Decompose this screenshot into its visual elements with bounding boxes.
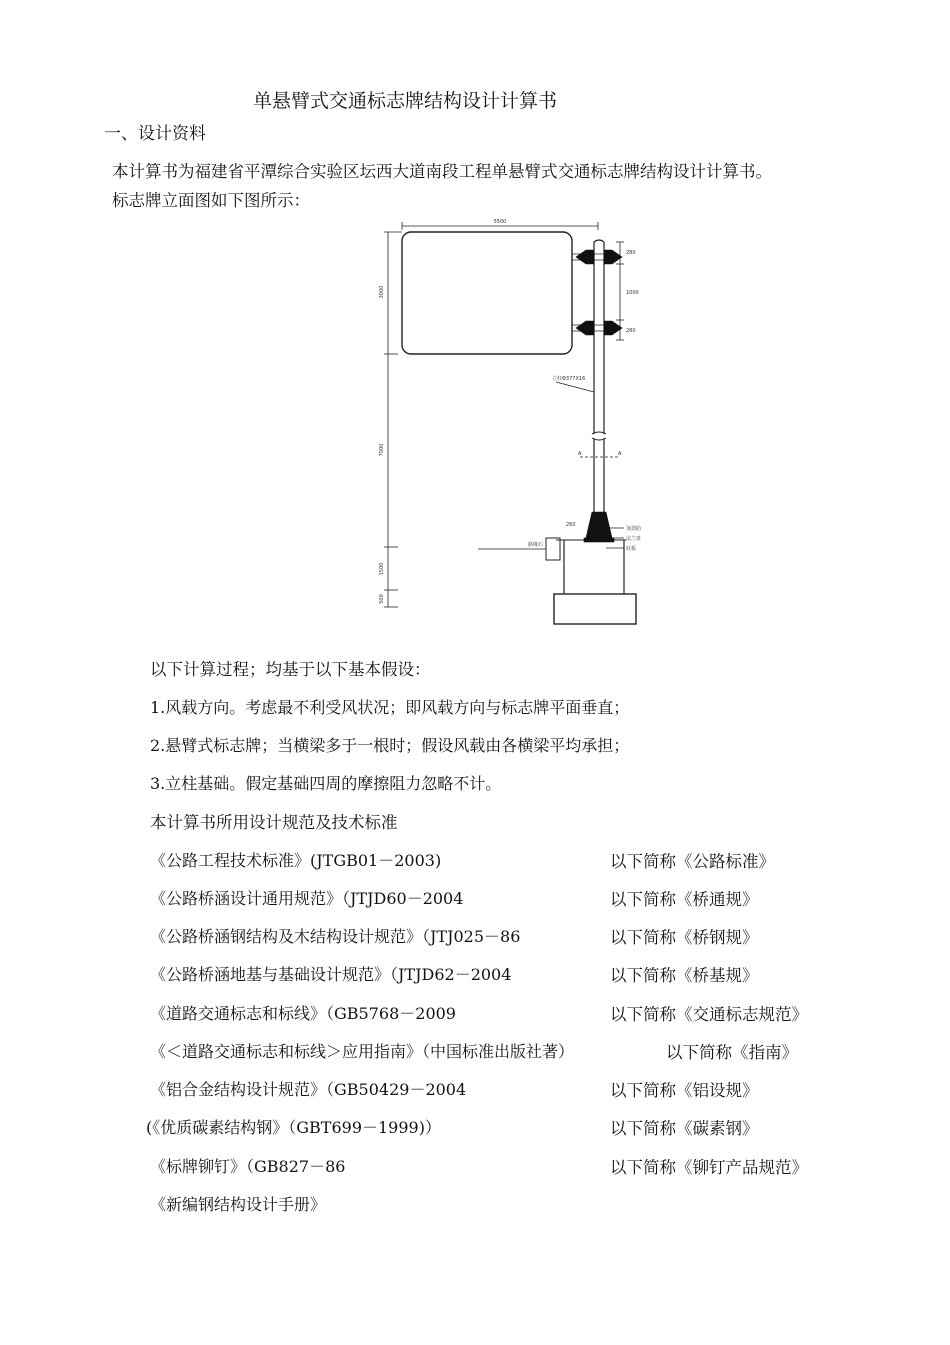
assumption-3: 3.立柱基础。假定基础四周的摩擦阻力忽略不计。 xyxy=(150,774,502,793)
lower-right-flange xyxy=(604,321,622,335)
label-stiffener: 加劲肋 xyxy=(626,526,642,532)
standard-name: 《道路交通标志和标线》（GB5768－2009 xyxy=(150,1004,456,1023)
label-base-plate: 底板 xyxy=(626,546,637,552)
footing-mark: 260 xyxy=(566,522,576,528)
document-title: 单悬臂式交通标志牌结构设计计算书 xyxy=(253,90,558,112)
standard-abbr: 以下简称《交通标志规范》 xyxy=(610,1005,808,1024)
upper-left-flange xyxy=(576,250,594,264)
standard-abbr: 以下简称《桥钢规》 xyxy=(610,928,759,947)
standard-abbr: 以下简称《碳素钢》 xyxy=(610,1119,759,1138)
standard-name: 《公路桥涵地基与基础设计规范》（JTJD62－2004 xyxy=(150,965,512,984)
standard-name: (《优质碳素结构钢》（GBT699－1999)） xyxy=(146,1118,441,1137)
standards-heading: 本计算书所用设计规范及技术标准 xyxy=(150,813,398,832)
dim-label-right-2: 1000 xyxy=(626,290,639,296)
intro-paragraph-line2: 标志牌立面图如下图所示： xyxy=(112,191,310,210)
dim-label-column: 7000 xyxy=(379,443,385,457)
assumption-1: 1.风载方向。考虑最不利受风状况；即风载方向与标志牌平面垂直； xyxy=(150,698,630,717)
standard-name: 《＜道路交通标志和标线＞应用指南》（中国标准出版社著） xyxy=(150,1042,575,1061)
standard-abbr: 以下简称《桥通规》 xyxy=(610,890,759,909)
sign-panel xyxy=(402,232,572,354)
pipe-label: 立柱Φ377X16 xyxy=(552,376,586,382)
standard-name: 《标牌铆钉》（GB827－86 xyxy=(150,1157,346,1176)
lower-left-flange xyxy=(576,321,594,335)
standard-abbr: 以下简称《公路标准》 xyxy=(610,852,775,871)
section-a-right: A xyxy=(618,451,622,457)
standard-name: 《新编钢结构设计手册》 xyxy=(150,1195,327,1214)
dim-label-right-1: 280 xyxy=(626,250,636,256)
section-a-left: A xyxy=(578,451,582,457)
upper-right-flange xyxy=(604,250,622,264)
assumption-intro: 以下计算过程；均基于以下基本假设： xyxy=(150,660,431,679)
sign-elevation-svg xyxy=(368,212,650,630)
dim-label-panel: 3000 xyxy=(379,285,385,299)
base-stiffeners xyxy=(586,512,612,538)
ground-label: 路缘石 xyxy=(528,542,544,548)
standard-name: 《铝合金结构设计规范》（GB50429－2004 xyxy=(150,1080,467,1099)
section-heading-design-data: 一、设计资料 xyxy=(104,124,206,144)
dim-label-lower: 1500 xyxy=(379,562,385,576)
standard-abbr: 以下简称《铝设规》 xyxy=(610,1081,759,1100)
standard-abbr: 以下简称《指南》 xyxy=(666,1043,798,1062)
dim-label-top: 5500 xyxy=(493,219,507,225)
dim-label-base: 500 xyxy=(379,594,385,604)
base-plate xyxy=(584,538,614,542)
label-flange: 法兰盘 xyxy=(626,536,642,542)
assumption-2: 2.悬臂式标志牌；当横梁多于一根时；假设风载由各横梁平均承担； xyxy=(150,736,630,755)
standard-name: 《公路桥涵钢结构及木结构设计规范》（JTJ025－86 xyxy=(150,927,521,946)
standard-abbr: 以下简称《桥基规》 xyxy=(610,966,759,985)
standard-name: 《公路桥涵设计通用规范》（JTJD60－2004 xyxy=(150,889,464,908)
standard-name: 《公路工程技术标准》(JTGB01－2003) xyxy=(150,851,442,870)
intro-paragraph-line1: 本计算书为福建省平潭综合实验区坛西大道南段工程单悬臂式交通标志牌结构设计计算书。 xyxy=(112,162,772,181)
footing xyxy=(554,594,636,624)
standard-abbr: 以下简称《铆钉产品规范》 xyxy=(610,1158,808,1177)
dim-label-right-3: 280 xyxy=(626,328,636,334)
sign-elevation-drawing xyxy=(368,212,650,630)
